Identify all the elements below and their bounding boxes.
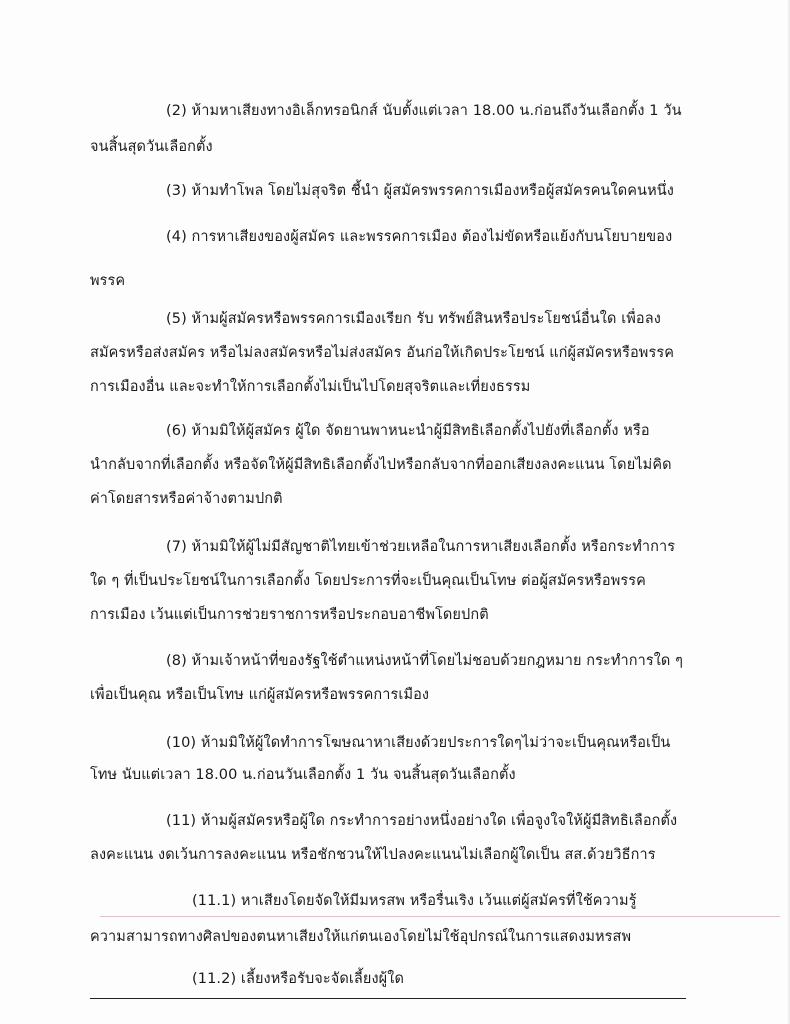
footer-divider bbox=[90, 998, 686, 999]
text-line: เพื่อเป็นคุณ หรือเป็นโทษ แก่ผู้สมัครหรือพรรคการเมือง bbox=[90, 687, 430, 703]
text-line: (6) ห้ามมิให้ผู้สมัคร ผู้ใด จัดยานพาหนะนำผู้มีสิทธิเลือกตั้งไปยังที่เลือกตั้ง หรือ bbox=[166, 423, 650, 439]
margin-rule bbox=[100, 916, 780, 917]
text-line: (2) ห้ามหาเสียงทางอิเล็กทรอนิกส์ นับตั้งแต่เวลา 18.00 น.ก่อนถึงวันเลือกตั้ง 1 วัน bbox=[166, 103, 682, 119]
text-line: (4) การหาเสียงของผู้สมัคร และพรรคการเมือง ต้องไม่ขัดหรือแย้งกับนโยบายของ bbox=[166, 229, 673, 245]
text-line: (11.2) เลี้ยงหรือรับจะจัดเลี้ยงผู้ใด bbox=[192, 971, 404, 987]
text-line: (11) ห้ามผู้สมัครหรือผู้ใด กระทำการอย่างหนึ่งอย่างใด เพื่อจูงใจให้ผู้มีสิทธิเลือกตั้ง bbox=[166, 813, 678, 829]
text-line: ใด ๆ ที่เป็นประโยชน์ในการเลือกตั้ง โดยประการที่จะเป็นคุณเป็นโทษ ต่อผู้สมัครหรือพรรค bbox=[90, 573, 646, 589]
text-line: (10) ห้ามมิให้ผู้ใดทำการโฆษณาหาเสียงด้วยประการใดๆไม่ว่าจะเป็นคุณหรือเป็น bbox=[166, 735, 671, 751]
text-line: (11.1) หาเสียงโดยจัดให้มีมหรสพ หรือรื่นเริง เว้นแต่ผู้สมัครที่ใช้ความรู้ bbox=[192, 893, 637, 909]
text-line: โทษ นับแต่เวลา 18.00 น.ก่อนวันเลือกตั้ง 1 วัน จนสิ้นสุดวันเลือกตั้ง bbox=[90, 767, 516, 783]
text-line: การเมืองอื่น และจะทำให้การเลือกตั้งไม่เป็นไปโดยสุจริตและเที่ยงธรรม bbox=[90, 379, 531, 395]
text-line: สมัครหรือส่งสมัคร หรือไม่ลงสมัครหรือไม่ส่งสมัคร อันก่อให้เกิดประโยชน์ แก่ผู้สมัครหรือพรรค bbox=[90, 345, 675, 361]
text-line: นำกลับจากที่เลือกตั้ง หรือจัดให้ผู้มีสิทธิเลือกตั้งไปหรือกลับจากที่ออกเสียงลงคะแนน โดยไม่คิด bbox=[90, 457, 672, 473]
text-line: (5) ห้ามผู้สมัครหรือพรรคการเมืองเรียก รับ ทรัพย์สินหรือประโยชน์อื่นใด เพื่อลง bbox=[166, 311, 661, 327]
text-line: จนสิ้นสุดวันเลือกตั้ง bbox=[90, 139, 213, 155]
text-line: (8) ห้ามเจ้าหน้าที่ของรัฐใช้ตำแหน่งหน้าที่โดยไม่ชอบด้วยกฎหมาย กระทำการใด ๆ bbox=[166, 653, 684, 669]
text-line: ลงคะแนน งดเว้นการลงคะแนน หรือชักชวนให้ไปลงคะแนนไม่เลือกผู้ใดเป็น สส.ด้วยวิธีการ bbox=[90, 847, 656, 863]
text-line: (7) ห้ามมิให้ผู้ไม่มีสัญชาติไทยเข้าช่วยเหลือในการหาเสียงเลือกตั้ง หรือกระทำการ bbox=[166, 539, 676, 555]
text-line: ความสามารถทางศิลปของตนหาเสียงให้แก่ตนเองโดยไม่ใช้อุปกรณ์ในการแสดงมหรสพ bbox=[90, 929, 632, 945]
text-line: การเมือง เว้นแต่เป็นการช่วยราชการหรือประกอบอาชีพโดยปกติ bbox=[90, 607, 489, 623]
text-line: (3) ห้ามทำโพล โดยไม่สุจริต ชี้นำ ผู้สมัครพรรคการเมืองหรือผู้สมัครคนใดคนหนึ่ง bbox=[166, 183, 674, 199]
text-line: ค่าโดยสารหรือค่าจ้างตามปกติ bbox=[90, 491, 283, 507]
text-line: พรรค bbox=[90, 273, 126, 289]
